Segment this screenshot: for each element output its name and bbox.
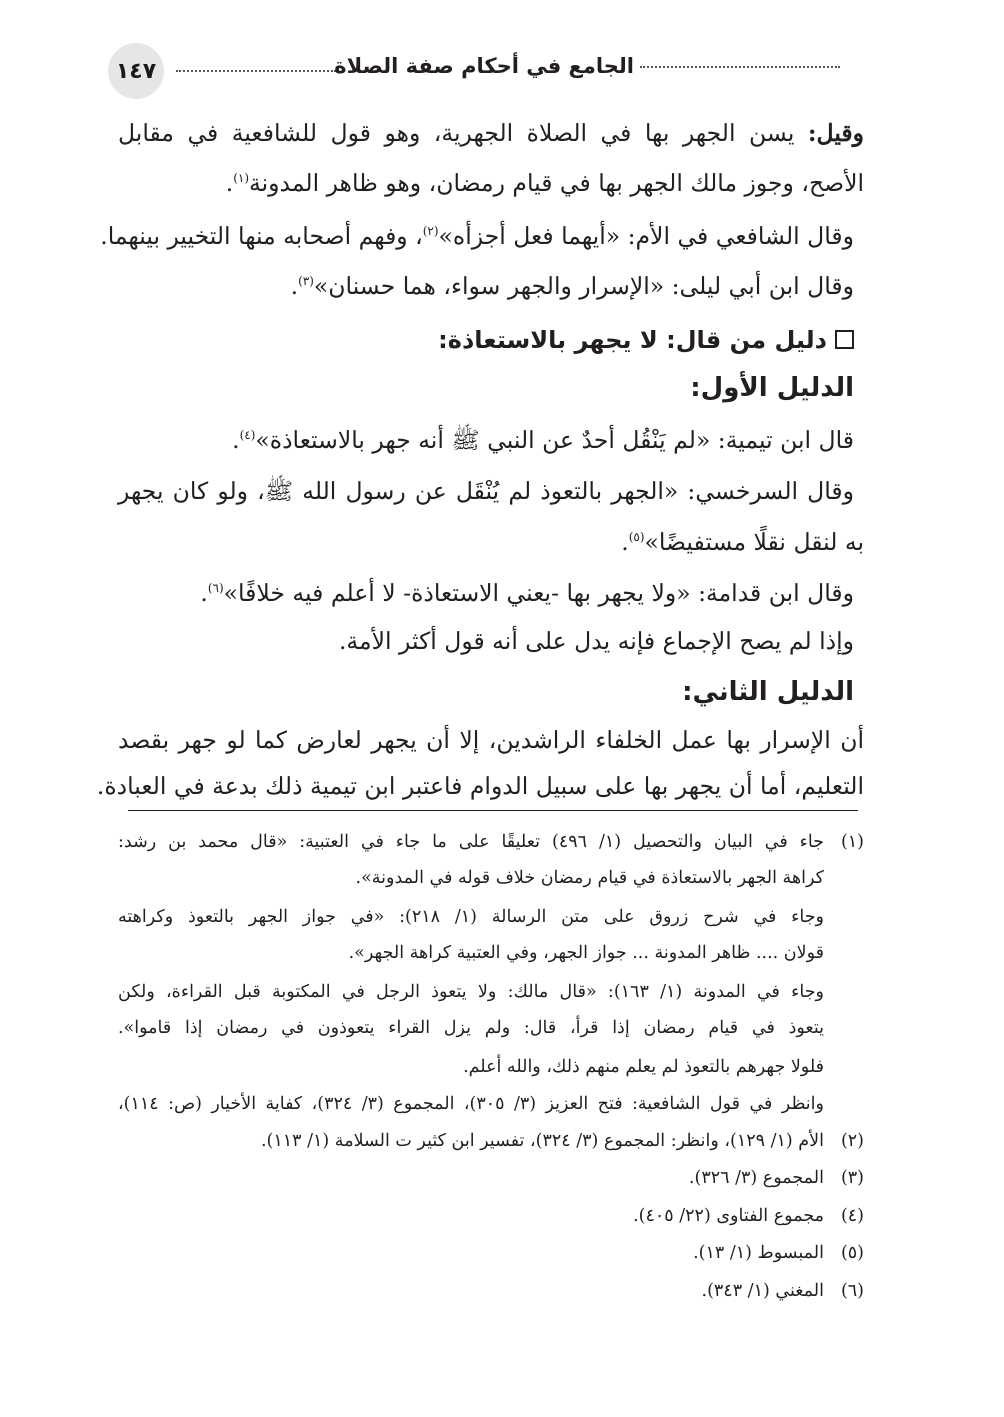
footnote-number: (٦)	[840, 1281, 864, 1301]
footnote-number: (٤)	[840, 1206, 864, 1226]
body-line	[226, 165, 864, 201]
body-line	[291, 268, 854, 304]
body-line	[200, 575, 854, 611]
footnote-marker[interactable]: (٦)	[207, 581, 224, 596]
footnote-line: جاء في البيان والتحصيل (١/ ٤٩٦) تعليقًا على ما جاء في العتبية: «قال محمد بن رشد:	[118, 832, 825, 852]
footnote-number: (٥)	[840, 1243, 864, 1263]
body-text: يسن الجهر بها في الصلاة الجهرية، وهو قول للشافعية في مقابل	[118, 119, 808, 147]
footnote-line: المغني (١/ ٣٤٣).	[701, 1281, 824, 1301]
footnote-marker[interactable]: (٤)	[239, 428, 256, 443]
body-line	[232, 422, 854, 458]
footnote-line: وجاء في شرح زروق على متن الرسالة (١/ ٢١٨): «في جواز الجهر بالتعوذ وكراهته	[118, 907, 825, 927]
footnote-marker[interactable]: (١)	[233, 171, 250, 186]
body-text: به لنقل نقلًا مستفيضًا»	[644, 528, 864, 556]
body-line	[100, 218, 854, 254]
footnote-marker[interactable]: (٣)	[298, 274, 314, 289]
body-line	[118, 473, 854, 509]
body-text: وقال الشافعي في الأم: «أيهما فعل أجزأه»	[438, 222, 854, 250]
body-text: وقال السرخسي: «الجهر بالتعوذ لم يُنْقَل عن رسول الله ﷺ، ولو كان يجهر	[118, 477, 854, 505]
body-text: .	[200, 579, 208, 607]
footnote-line: المبسوط (١/ ١٣).	[693, 1243, 824, 1263]
footnote-number: (٣)	[840, 1168, 864, 1188]
footnote-line: الأم (١/ ١٢٩)، وانظر: المجموع (٣/ ٣٢٤)، تفسير ابن كثير ت السلامة (١/ ١١٣).	[260, 1131, 824, 1151]
page-number-badge	[108, 43, 164, 99]
body-line: أن الإسرار بها عمل الخلفاء الراشدين، إلا أن يجهر لعارض كما لو جهر بقصد	[118, 726, 864, 754]
evidence-heading: الدليل الأول:	[690, 373, 854, 403]
running-title: الجامع في أحكام صفة الصلاة	[334, 54, 634, 78]
body-text: الأصح، وجوز مالك الجهر بها في قيام رمضان، وهو ظاهر المدونة	[249, 169, 864, 197]
body-text: قال ابن تيمية: «لم يَنْقُل أحدٌ عن النبي ﷺ أنه جهر بالاستعاذة»	[255, 426, 854, 454]
footnote-line: يتعوذ في قيام رمضان إذا قرأ، قال: ولم يزل القراء يتعوذون في رمضان إذا قاموا».	[118, 1018, 824, 1038]
body-line: وإذا لم يصح الإجماع فإنه يدل على أنه قول أكثر الأمة.	[338, 627, 854, 655]
body-line: التعليم، أما أن يجهر بها على سبيل الدوام فاعتبر ابن تيمية ذلك بدعة في العبادة.	[96, 772, 864, 800]
footnote-line: كراهة الجهر بالاستعاذة في قيام رمضان خلاف قوله في المدونة».	[355, 868, 824, 888]
header-dotted-rule-left	[176, 70, 336, 72]
footnote-marker[interactable]: (٢)	[422, 224, 439, 239]
footnote-line: وانظر في قول الشافعية: فتح العزيز (٣/ ٣٠٥)، المجموع (٣/ ٣٢٤)، كفاية الأخيار (ص: ١١٤)،	[118, 1094, 824, 1114]
section-heading-text: دليل من قال: لا يجهر بالاستعاذة:	[438, 326, 827, 354]
footnote-line: المجموع (٣/ ٣٢٦).	[688, 1168, 824, 1188]
section-heading	[438, 322, 854, 358]
body-line	[118, 115, 864, 151]
qila-label: وقيل:	[807, 119, 864, 147]
footnote-line: فلولا جهرهم بالتعوذ لم يعلم منهم ذلك، والله أعلم.	[463, 1057, 824, 1077]
footnote-number: (٢)	[840, 1131, 864, 1151]
body-text: وقال ابن قدامة: «ولا يجهر بها -يعني الاستعاذة- لا أعلم فيه خلافًا»	[223, 579, 854, 607]
checkbox-icon	[835, 330, 854, 349]
body-line	[621, 524, 864, 560]
evidence-heading: الدليل الثاني:	[682, 677, 854, 707]
body-text: وقال ابن أبي ليلى: «الإسرار والجهر سواء، هما حسنان»	[313, 272, 854, 300]
page-number: ١٤٧	[115, 58, 157, 84]
body-text: .	[225, 169, 234, 197]
body-text: .	[232, 426, 240, 454]
body-text: .	[290, 272, 299, 300]
body-text: ، وفهم أصحابه منها التخيير بينهما.	[100, 222, 423, 250]
footnote-line: مجموع الفتاوى (٢٢/ ٤٠٥).	[633, 1206, 824, 1226]
footnote-line: وجاء في المدونة (١/ ١٦٣): «قال مالك: ولا يتعوذ الرجل في المكتوبة قبل القراءة، ولكن	[118, 982, 824, 1002]
footnote-marker[interactable]: (٥)	[628, 530, 645, 545]
footnote-line: قولان .... ظاهر المدونة ... جواز الجهر، وفي العتبية كراهة الجهر».	[348, 943, 824, 963]
footnote-separator	[128, 810, 858, 811]
header-dotted-rule-right	[640, 66, 840, 68]
body-text: .	[621, 528, 629, 556]
footnote-number: (١)	[840, 832, 864, 852]
